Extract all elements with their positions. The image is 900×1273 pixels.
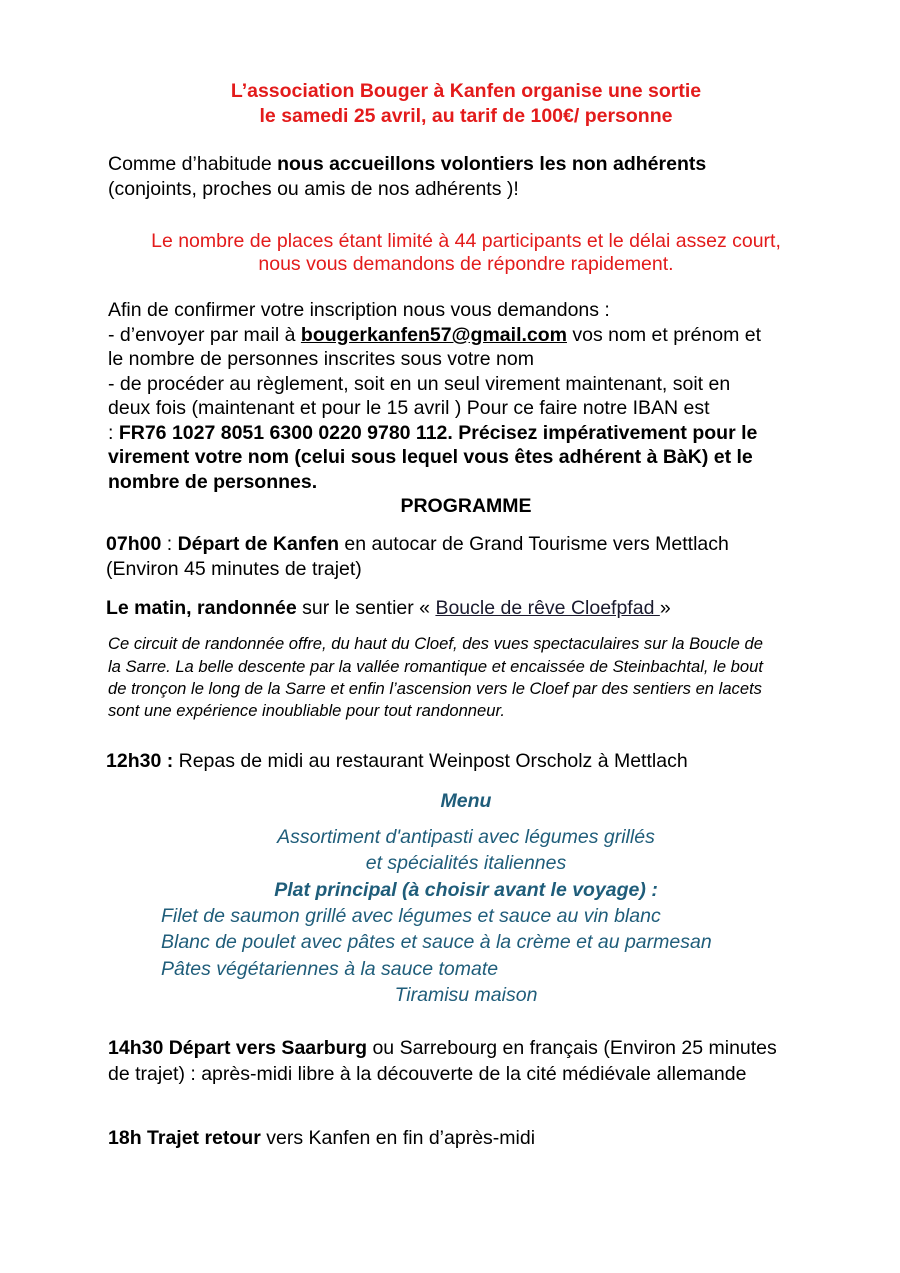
retour-line bbox=[108, 1126, 535, 1150]
depart-sep: : bbox=[161, 533, 178, 555]
iban-pre: : bbox=[108, 422, 119, 444]
depart-bold: Départ de Kanfen bbox=[177, 533, 340, 555]
menu-dessert: Tiramisu maison bbox=[394, 984, 538, 1006]
mail-pre: - d’envoyer par mail à bbox=[108, 324, 301, 346]
inscription-line-7: virement votre nom (celui sous lequel vous êtes adhérent à BàK) et le bbox=[108, 446, 753, 468]
menu-option: Blanc de poulet avec pâtes et sauce à la crème et au parmesan bbox=[161, 931, 712, 953]
menu-option: Pâtes végétariennes à la sauce tomate bbox=[161, 958, 499, 980]
matin-bold: Le matin, randonnée bbox=[106, 597, 297, 619]
depart-line-1 bbox=[106, 532, 729, 556]
desc-line-3: de tronçon le long de la Sarre et enfin l’ascension vers le Cloef par des sentiers en lacets bbox=[108, 679, 762, 698]
menu-starter-1: Assortiment d'antipasti avec légumes grillés bbox=[277, 826, 655, 848]
saarburg-line-1 bbox=[108, 1036, 777, 1060]
inscription-line-2 bbox=[108, 323, 761, 347]
intro-line-1 bbox=[108, 152, 706, 176]
depart-rest: en autocar de Grand Tourisme vers Mettlach bbox=[339, 533, 729, 555]
menu-option: Filet de saumon grillé avec légumes et sauce au vin blanc bbox=[161, 905, 661, 927]
saarburg-rest: ou Sarrebourg en français (Environ 25 minutes bbox=[367, 1037, 777, 1059]
retour-rest: vers Kanfen en fin d’après-midi bbox=[260, 1127, 536, 1149]
matin-end: » bbox=[659, 597, 671, 619]
repas-rest: Repas de midi au restaurant Weinpost Orscholz à Mettlach bbox=[173, 750, 688, 772]
saarburg-bold: 14h30 Départ vers Saarburg bbox=[108, 1037, 368, 1059]
intro-text: Comme d’habitude bbox=[108, 153, 278, 175]
menu-title: Menu bbox=[440, 790, 492, 812]
depart-line-2: (Environ 45 minutes de trajet) bbox=[106, 558, 362, 580]
matin-rest: sur le sentier « bbox=[296, 597, 436, 619]
inscription-line-5: deux fois (maintenant et pour le 15 avril ) Pour ce faire notre IBAN est bbox=[108, 397, 710, 419]
title-line-2: le samedi 25 avril, au tarif de 100€/ personne bbox=[259, 105, 673, 127]
warning-line-2: nous vous demandons de répondre rapidement. bbox=[258, 253, 674, 275]
repas-time: 12h30 : bbox=[106, 750, 174, 772]
programme-heading: PROGRAMME bbox=[400, 495, 532, 517]
intro-line-2: (conjoints, proches ou amis de nos adhérents )! bbox=[108, 178, 519, 200]
title-line-1: L’association Bouger à Kanfen organise une sortie bbox=[230, 80, 702, 102]
inscription-line-8: nombre de personnes. bbox=[108, 471, 318, 493]
mail-post: vos nom et prénom et bbox=[567, 324, 762, 346]
depart-time: 07h00 bbox=[106, 533, 162, 555]
email-link[interactable]: bougerkanfen57@gmail.com bbox=[300, 324, 567, 346]
cloefpfad-link[interactable]: Boucle de rêve Cloefpfad bbox=[435, 597, 660, 619]
inscription-line-3: le nombre de personnes inscrites sous votre nom bbox=[108, 348, 534, 370]
warning-line-1: Le nombre de places étant limité à 44 participants et le délai assez court, bbox=[151, 230, 781, 252]
matin-line bbox=[106, 596, 671, 620]
intro-bold: nous accueillons volontiers les non adhérents bbox=[277, 153, 707, 175]
inscription-line-4: - de procéder au règlement, soit en un seul virement maintenant, soit en bbox=[108, 373, 731, 395]
inscription-line-6 bbox=[108, 421, 757, 445]
menu-starter-2: et spécialités italiennes bbox=[365, 852, 567, 874]
inscription-line-1: Afin de confirmer votre inscription nous vous demandons : bbox=[108, 299, 610, 321]
repas-line bbox=[106, 749, 688, 773]
desc-line-2: la Sarre. La belle descente par la vallée romantique et encaissée de Steinbachtal, le bout bbox=[108, 657, 763, 676]
desc-line-4: sont une expérience inoubliable pour tout randonneur. bbox=[108, 701, 506, 720]
desc-line-1: Ce circuit de randonnée offre, du haut du Cloef, des vues spectaculaires sur la Boucle de bbox=[108, 634, 763, 653]
saarburg-line-2: de trajet) : après-midi libre à la découverte de la cité médiévale allemande bbox=[108, 1063, 747, 1085]
menu-main-title: Plat principal (à choisir avant le voyage) : bbox=[274, 879, 658, 901]
iban-text: FR76 1027 8051 6300 0220 9780 112. Précisez impérativement pour le bbox=[118, 422, 758, 444]
retour-bold: 18h Trajet retour bbox=[108, 1127, 261, 1149]
